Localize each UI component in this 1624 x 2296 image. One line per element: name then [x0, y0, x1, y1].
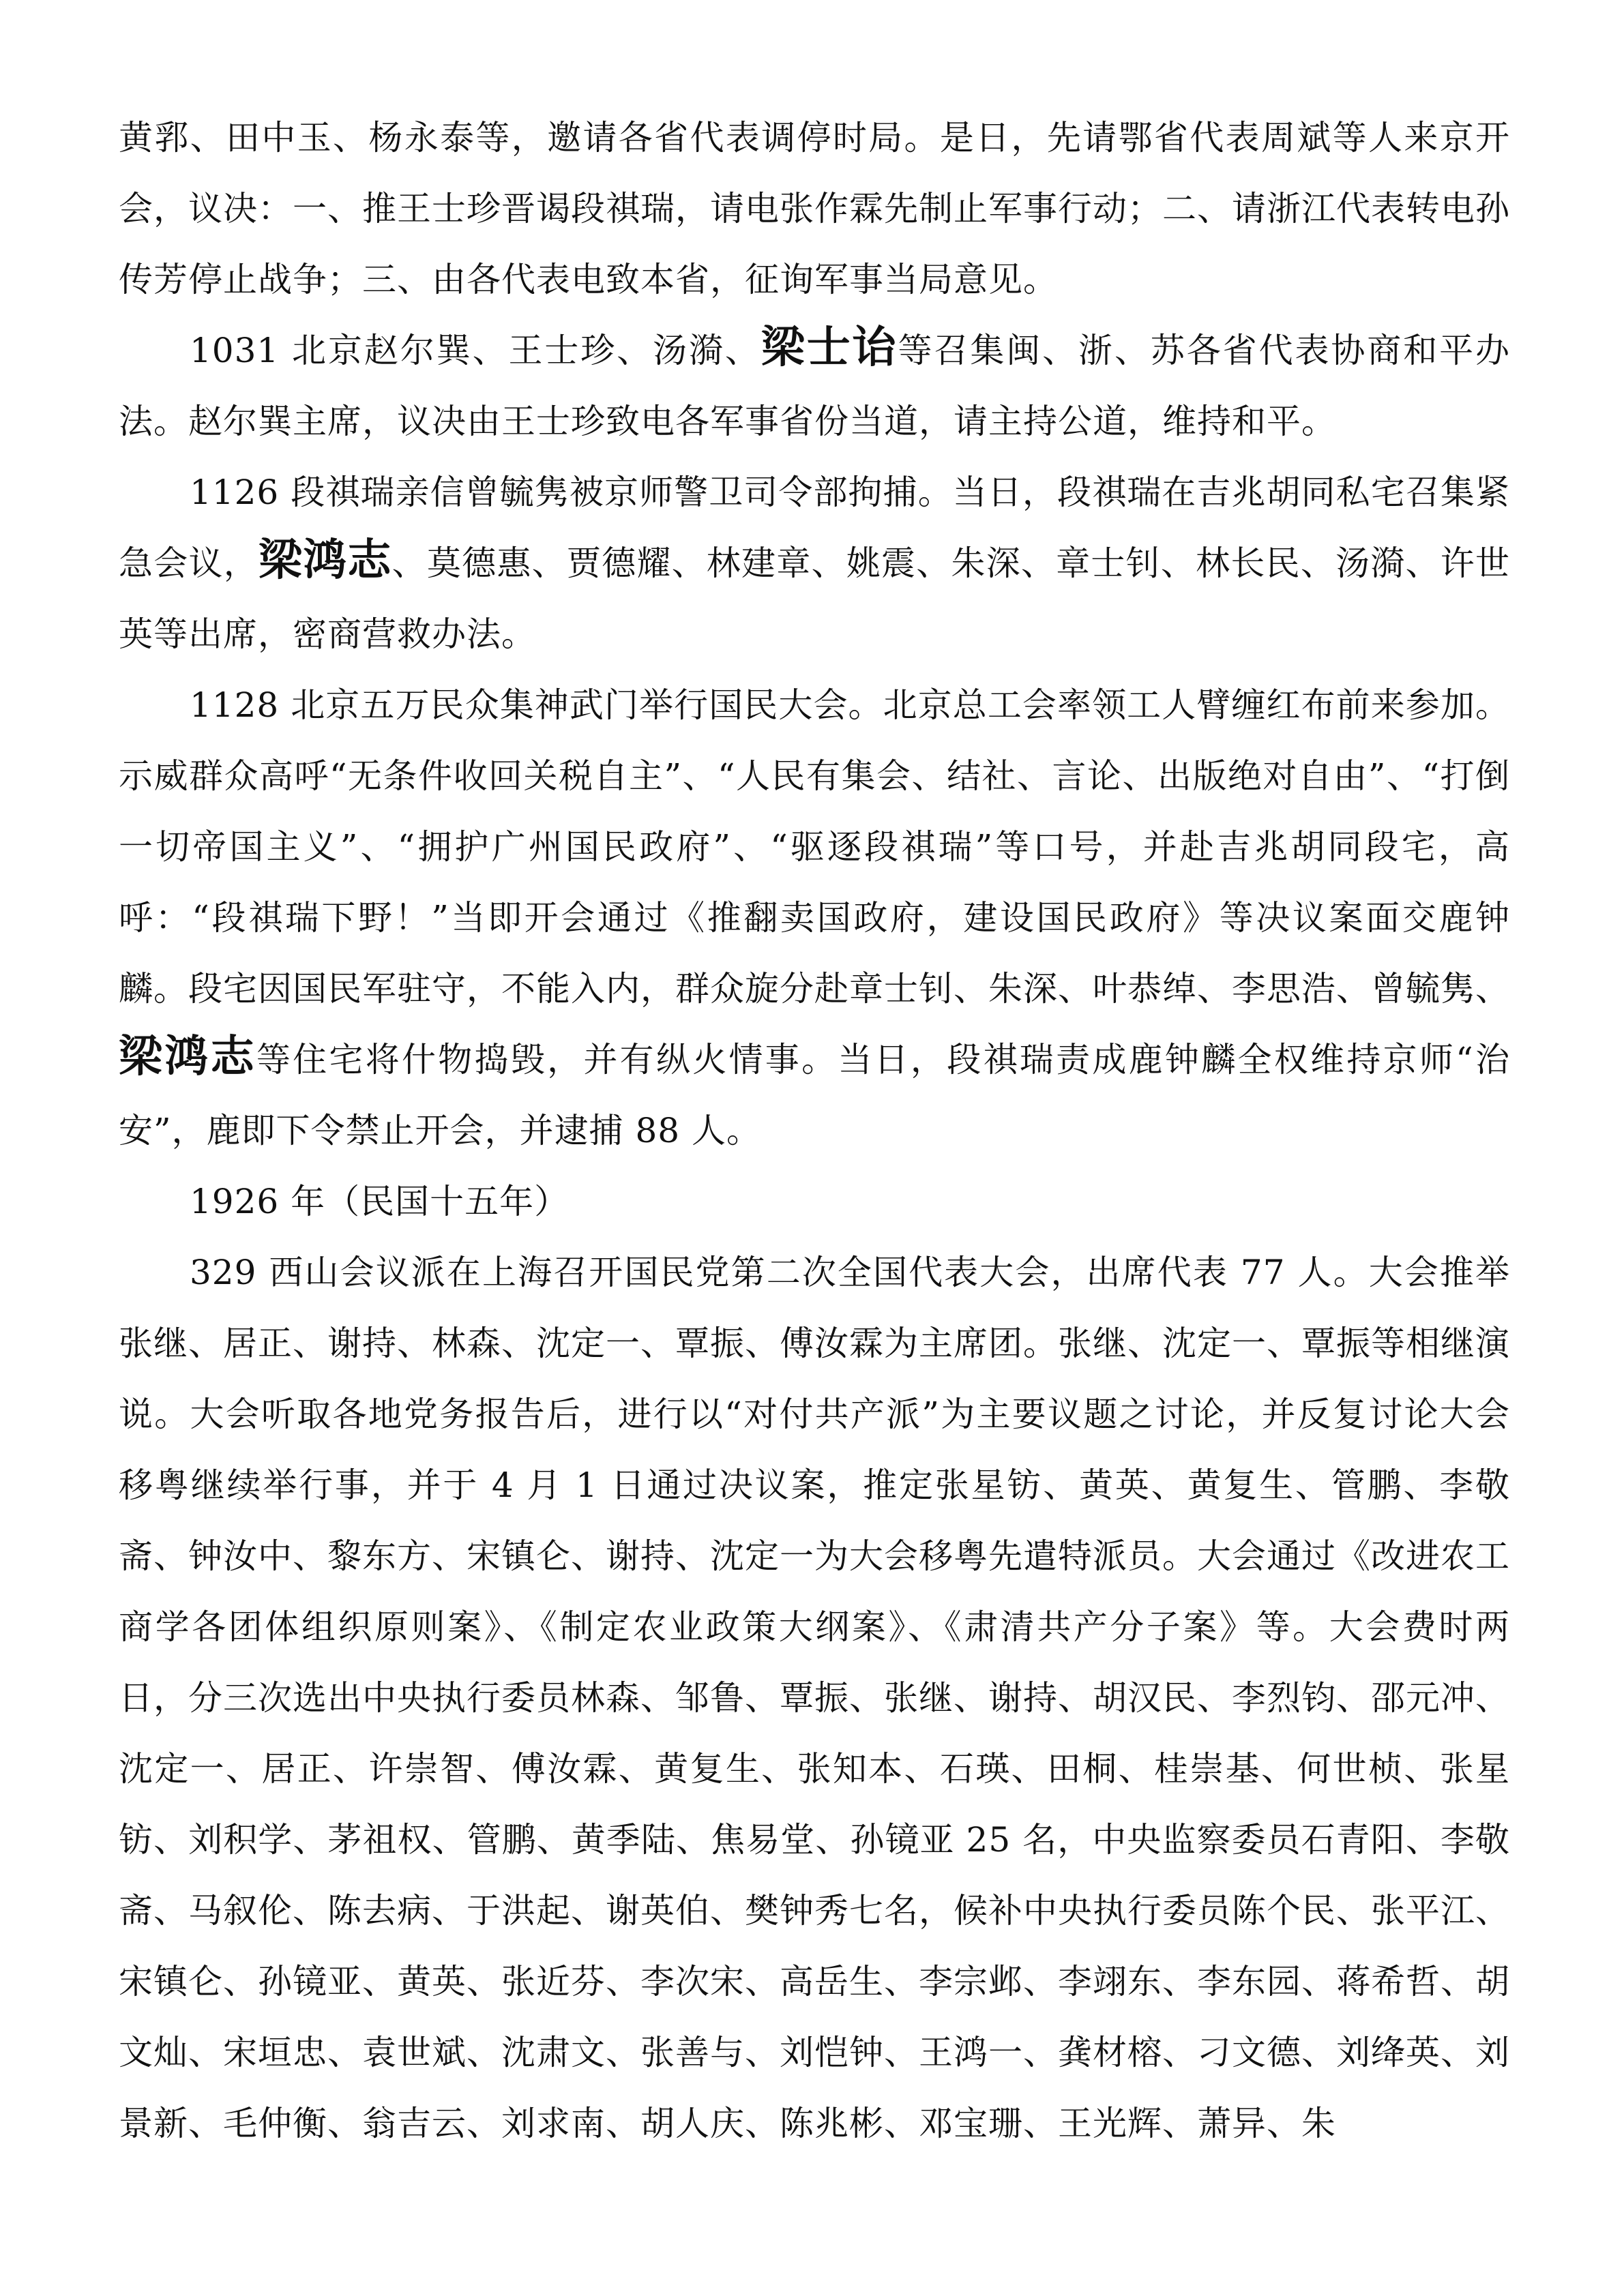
paragraph-p-1126: [119, 457, 1510, 670]
paragraph-p-continuation: [119, 102, 1510, 315]
text-segment: 1128 北京五万民众集神武门举行国民大会。北京总工会率领工人臂缠红布前来参加。示威群众高呼“无条件收回关税自主”、“人民有集会、结社、言论、出版绝对自由”、“打倒一切帝国主义”、“拥护广州国民政府”、“驱逐段祺瑞”等口号，并赴吉兆胡同段宅，高呼：“段祺瑞下野！”当即开会通过《推翻卖国政府，建设国民政府》等决议案面交鹿钟麟。段宅因国民军驻守，不能入内，群众旋分赴章士钊、朱深、叶恭绰、李思浩、曾毓隽、: [119, 685, 1510, 1009]
text-segment: 1126 段祺瑞亲信曾毓隽被京师警卫司令部拘捕。当日，段祺瑞在吉兆胡同私宅召集紧急会议，: [119, 473, 1510, 583]
text-segment: 、莫德惠、贾德耀、林建章、姚震、朱深、章士钊、林长民、汤漪、许世英等出席，密商营救办法。: [119, 543, 1511, 654]
emphasized-name: 梁鸿志: [119, 1031, 256, 1082]
text-segment: 等召集闽、浙、苏各省代表协商和平办法。赵尔巽主席，议决由王士珍致电各军事省份当道，请主持公道，维持和平。: [119, 331, 1511, 441]
paragraph-p-1031: [119, 315, 1510, 457]
document-page: [119, 102, 1510, 2159]
emphasized-name: 梁士诒: [761, 322, 898, 373]
text-segment: 等住宅将什物捣毁，并有纵火情事。当日，段祺瑞责成鹿钟麟全权维持京师“治安”，鹿即下令禁止开会，并逮捕 88 人。: [119, 1040, 1511, 1150]
text-segment: 1926 年（民国十五年）: [190, 1182, 570, 1221]
emphasized-name: 梁鸿志: [258, 535, 392, 586]
paragraph-p-1128: [119, 670, 1510, 1166]
paragraph-p-329: [119, 1237, 1510, 2159]
text-segment: 黄郛、田中玉、杨永泰等，邀请各省代表调停时局。是日，先请鄂省代表周斌等人来京开会，议决：一、推王士珍晋谒段祺瑞，请电张作霖先制止军事行动；二、请浙江代表转电孙传芳停止战争；三、由各代表电致本省，征询军事当局意见。: [119, 118, 1510, 299]
paragraph-p-year-1926: [119, 1166, 1510, 1237]
text-segment: 329 西山会议派在上海召开国民党第二次全国代表大会，出席代表 77 人。大会推举张继、居正、谢持、林森、沈定一、覃振、傅汝霖为主席团。张继、沈定一、覃振等相继演说。大会听取各地党务报告后，进行以“对付共产派”为主要议题之讨论，并反复讨论大会移粤继续举行事，并于 4 月 1 日通过决议案，推定张星钫、黄英、黄复生、管鹏、李敬斋、钟汝中、黎东方、宋镇仑、谢持、沈定一为大会移粤先遣特派员。大会通过《改进农工商学各团体组织原则案》、《制定农业政策大纲案》、《肃清共产分子案》等。大会费时两日，分三次选出中央执行委员林森、邹鲁、覃振、张继、谢持、胡汉民、李烈钧、邵元冲、沈定一、居正、许崇智、傅汝霖、黄复生、张知本、石瑛、田桐、桂崇基、何世桢、张星钫、刘积学、茅祖权、管鹏、黄季陆、焦易堂、孙镜亚 25 名，中央监察委员石青阳、李敬斋、马叙伦、陈去病、于洪起、谢英伯、樊钟秀七名，候补中央执行委员陈个民、张平江、宋镇仑、孙镜亚、黄英、张近芬、李次宋、高岳生、李宗邺、李翊东、李东园、蒋希哲、胡文灿、宋垣忠、袁世斌、沈肃文、张善与、刘恺钟、王鸿一、龚材榕、刁文德、刘绛英、刘景新、毛仲衡、翁吉云、刘求南、胡人庆、陈兆彬、邓宝珊、王光辉、萧异、朱: [119, 1253, 1510, 2143]
text-segment: 1031 北京赵尔巽、王士珍、汤漪、: [190, 331, 761, 370]
